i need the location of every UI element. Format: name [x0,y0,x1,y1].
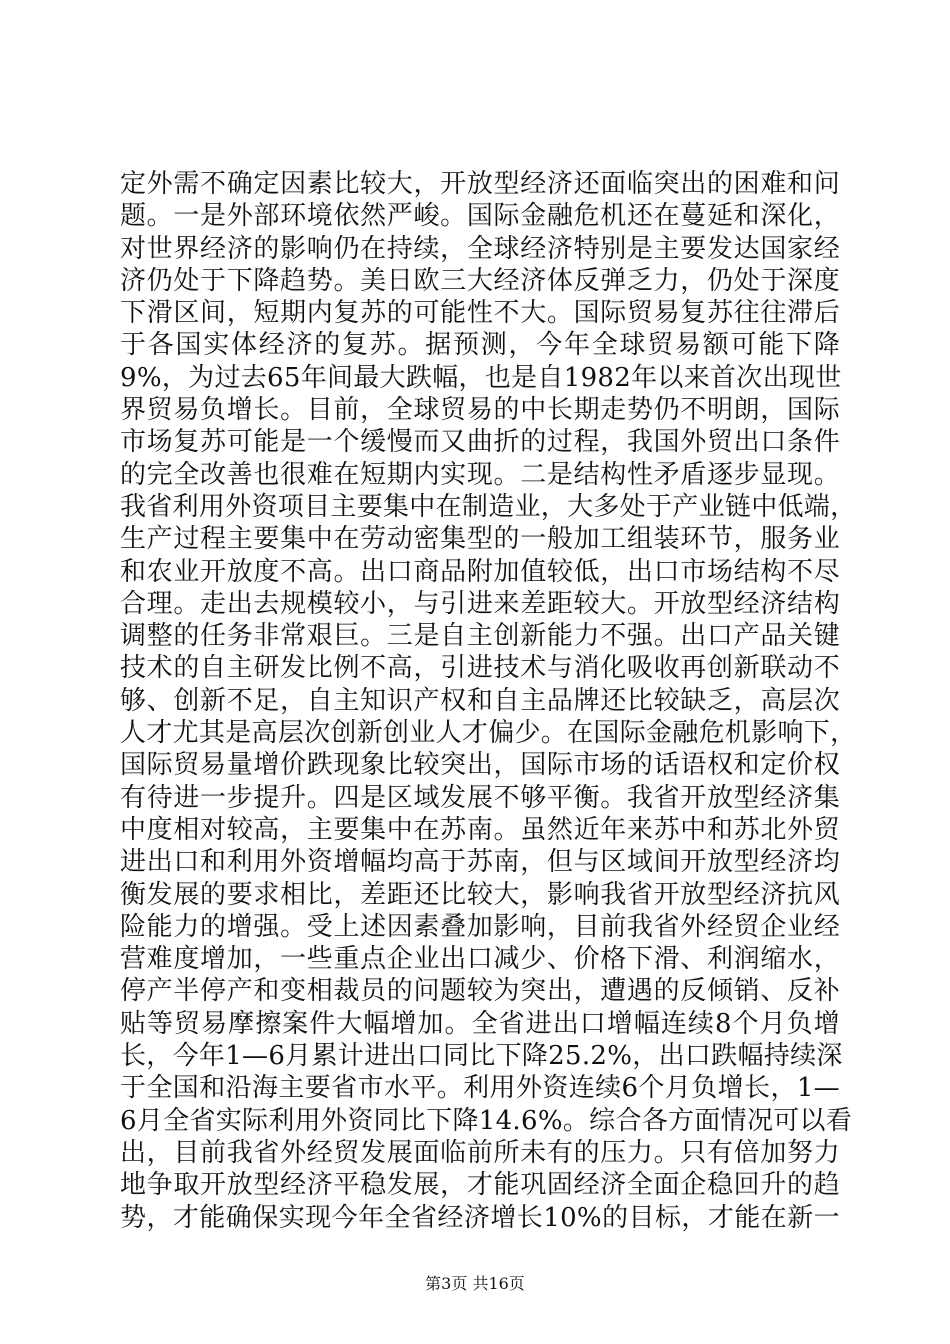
text-line: 定外需不确定因素比较大，开放型经济还面临突出的困难和问 [120,169,840,199]
text-line: 生产过程主要集中在劳动密集型的一般加工组装环节，服务业 [120,524,840,555]
text-line: 国际贸易量增价跌现象比较突出，国际市场的话语权和定价权 [120,750,840,781]
page-footer [0,1274,950,1294]
text-line: 营难度增加，一些重点企业出口减少、价格下滑、利润缩水， [120,944,840,975]
text-line: 够、创新不足，自主知识产权和自主品牌还比较缺乏，高层次 [120,685,840,716]
text-line: 进出口和利用外资增幅均高于苏南，但与区域间开放型经济均 [120,847,840,878]
text-line: 市场复苏可能是一个缓慢而又曲折的过程，我国外贸出口条件 [120,427,840,458]
text-line: 技术的自主研发比例不高，引进技术与消化吸收再创新联动不 [120,653,840,684]
text-line: 中度相对较高，主要集中在苏南。虽然近年来苏中和苏北外贸 [120,814,840,845]
page-number-label: 第3页 共16页 [425,1274,525,1293]
text-line: 长，今年1—6月累计进出口同比下降25.2%，出口跌幅持续深 [120,1041,843,1072]
text-line: 衡发展的要求相比，差距还比较大，影响我省开放型经济抗风 [120,879,840,910]
text-line: 下滑区间，短期内复苏的可能性不大。国际贸易复苏往往滞后 [120,298,840,329]
text-line: 于各国实体经济的复苏。据预测，今年全球贸易额可能下降 [120,330,840,361]
text-line: 有待进一步提升。四是区域发展不够平衡。我省开放型经济集 [120,782,840,813]
text-line: 济仍处于下降趋势。美日欧三大经济体反弹乏力，仍处于深度 [120,265,840,296]
text-line: 对世界经济的影响仍在持续，全球经济特别是主要发达国家经 [120,233,840,264]
text-line: 调整的任务非常艰巨。三是自主创新能力不强。出口产品关键 [120,621,840,652]
text-line: 我省利用外资项目主要集中在制造业，大多处于产业链中低端， [120,491,857,522]
text-line: 9%，为过去65年间最大跌幅，也是自1982年以来首次出现世 [120,362,842,393]
text-line: 的完全改善也很难在短期内实现。二是结构性矛盾逐步显现。 [120,459,840,490]
text-line: 合理。走出去规模较小，与引进来差距较大。开放型经济结构 [120,588,840,619]
body-text [120,168,857,1234]
text-line: 势，才能确保实现今年全省经济增长10%的目标，才能在新一 [120,1202,840,1233]
text-line: 出，目前我省外经贸发展面临前所未有的压力。只有倍加努力 [120,1137,840,1168]
text-line: 人才尤其是高层次创新创业人才偏少。在国际金融危机影响下， [120,718,857,749]
text-line: 于全国和沿海主要省市水平。利用外资连续6个月负增长，1— [120,1073,840,1104]
text-line: 地争取开放型经济平稳发展，才能巩固经济全面企稳回升的趋 [120,1170,840,1201]
text-line: 题。一是外部环境依然严峻。国际金融危机还在蔓延和深化， [120,201,840,232]
text-line: 停产半停产和变相裁员的问题较为突出，遭遇的反倾销、反补 [120,976,840,1007]
text-line: 和农业开放度不高。出口商品附加值较低，出口市场结构不尽 [120,556,840,587]
text-line: 界贸易负增长。目前，全球贸易的中长期走势仍不明朗，国际 [120,395,840,426]
text-line: 6月全省实际利用外资同比下降14.6%。综合各方面情况可以看 [120,1105,853,1136]
text-line: 贴等贸易摩擦案件大幅增加。全省进出口增幅连续8个月负增 [120,1008,840,1039]
text-line: 险能力的增强。受上述因素叠加影响，目前我省外经贸企业经 [120,911,840,942]
